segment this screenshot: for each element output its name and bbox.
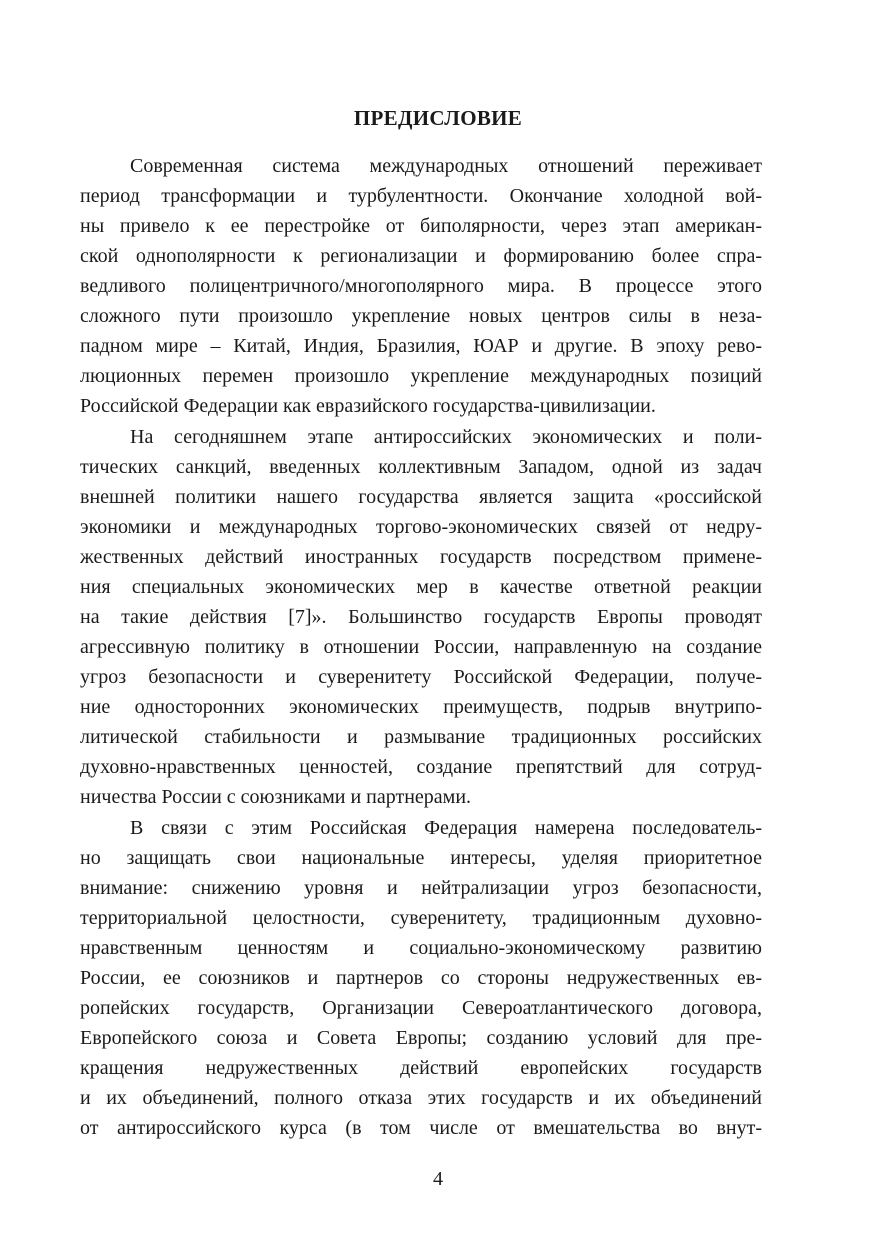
paragraph-2-line-3: внешней политики нашего государства является защита «российской — [80, 486, 762, 508]
paragraph-1-line-9: Российской Федерации как евразийского государства-цивилизации. — [80, 395, 656, 417]
paragraph-2-line-4: экономики и международных торгово-экономических связей от недру- — [80, 516, 762, 538]
paragraph-3-line-2: но защищать свои национальные интересы, уделяя приоритетное — [80, 847, 762, 869]
page-number: 4 — [433, 1168, 443, 1190]
paragraph-3-line-8: Европейского союза и Совета Европы; созданию условий для пре- — [80, 1027, 762, 1049]
paragraph-1-line-4: ской однополярности к регионализации и формированию более спра- — [80, 245, 762, 267]
paragraph-1-line-3: ны привело к ее перестройке от биполярности, через этап американ- — [80, 215, 762, 237]
paragraph-2-line-12: духовно-нравственных ценностей, создание препятствий для сотруд- — [80, 756, 762, 778]
paragraph-2-line-7: на такие действия [7]». Большинство государств Европы проводят — [80, 606, 762, 628]
paragraph-3-line-5: нравственным ценностям и социально-экономическому развитию — [80, 937, 762, 959]
paragraph-2-line-10: ние односторонних экономических преимуществ, подрыв внутрипо- — [80, 696, 762, 718]
paragraph-2-line-1: На сегодняшнем этапе антироссийских экономических и поли- — [130, 426, 762, 448]
paragraph-2-line-8: агрессивную политику в отношении России, направленную на создание — [80, 636, 762, 658]
paragraph-1-line-7: падном мире – Китай, Индия, Бразилия, ЮАР и другие. В эпоху рево- — [80, 335, 762, 357]
paragraph-2-line-2: тических санкций, введенных коллективным Западом, одной из задач — [80, 456, 762, 478]
paragraph-1-line-2: период трансформации и турбулентности. Окончание холодной вой- — [80, 185, 762, 207]
paragraph-3-line-6: России, ее союзников и партнеров со стороны недружественных ев- — [80, 967, 762, 989]
paragraph-2-line-6: ния специальных экономических мер в качестве ответной реакции — [80, 576, 762, 598]
paragraph-1-line-6: сложного пути произошло укрепление новых центров силы в неза- — [80, 305, 762, 327]
page-title: ПРЕДИСЛОВИЕ — [353, 106, 523, 130]
paragraph-2-line-5: жественных действий иностранных государств посредством примене- — [80, 546, 762, 568]
paragraph-1-line-5: ведливого полицентричного/многополярного мира. В процессе этого — [80, 275, 762, 297]
paragraph-2-line-9: угроз безопасности и суверенитету Российской Федерации, получе- — [80, 666, 762, 688]
paragraph-2-line-13: ничества России с союзниками и партнерами. — [80, 786, 472, 808]
paragraph-2-line-11: литической стабильности и размывание традиционных российских — [80, 726, 762, 748]
paragraph-1-line-1: Современная система международных отношений переживает — [130, 155, 762, 177]
paragraph-3-line-4: территориальной целостности, суверенитету, традиционным духовно- — [80, 907, 762, 929]
paragraph-3-line-11: от антироссийского курса (в том числе от вмешательства во внут- — [80, 1117, 762, 1139]
paragraph-1-line-8: люционных перемен произошло укрепление международных позиций — [80, 365, 762, 387]
paragraph-3-line-7: ропейских государств, Организации Североатлантического договора, — [80, 997, 762, 1019]
paragraph-3-line-9: кращения недружественных действий европейских государств — [80, 1057, 762, 1079]
paragraph-3-line-3: внимание: снижению уровня и нейтрализации угроз безопасности, — [80, 877, 762, 899]
paragraph-3-line-1: В связи с этим Российская Федерация намерена последователь- — [130, 817, 762, 839]
paragraph-3-line-10: и их объединений, полного отказа этих государств и их объединений — [80, 1087, 762, 1109]
